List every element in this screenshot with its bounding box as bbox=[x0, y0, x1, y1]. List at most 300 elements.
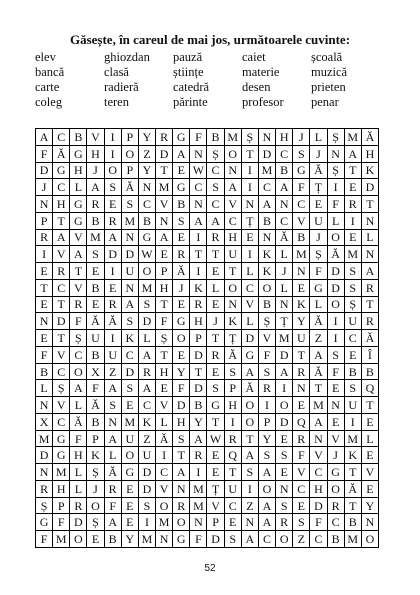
grid-cell[interactable]: Z bbox=[139, 431, 156, 448]
grid-cell[interactable]: T bbox=[362, 297, 379, 314]
grid-cell[interactable]: M bbox=[310, 397, 327, 414]
grid-cell[interactable]: D bbox=[173, 397, 190, 414]
grid-cell[interactable]: M bbox=[139, 531, 156, 548]
grid-cell[interactable]: Ă bbox=[310, 163, 327, 180]
grid-cell[interactable]: O bbox=[139, 263, 156, 280]
grid-cell[interactable]: D bbox=[70, 514, 87, 531]
grid-cell[interactable]: Y bbox=[362, 498, 379, 515]
grid-cell[interactable]: Y bbox=[122, 531, 139, 548]
grid-cell[interactable]: X bbox=[36, 414, 53, 431]
grid-cell[interactable]: M bbox=[156, 514, 173, 531]
grid-cell[interactable]: I bbox=[105, 129, 122, 146]
grid-cell[interactable]: K bbox=[122, 330, 139, 347]
grid-cell[interactable]: O bbox=[328, 481, 345, 498]
grid-cell[interactable]: J bbox=[87, 163, 104, 180]
grid-cell[interactable]: H bbox=[225, 397, 242, 414]
grid-cell[interactable]: T bbox=[345, 163, 362, 180]
grid-cell[interactable]: O bbox=[259, 481, 276, 498]
grid-cell[interactable]: R bbox=[276, 514, 293, 531]
grid-cell[interactable]: N bbox=[225, 163, 242, 180]
grid-cell[interactable]: Y bbox=[173, 364, 190, 381]
grid-cell[interactable]: V bbox=[156, 397, 173, 414]
grid-cell[interactable]: M bbox=[139, 280, 156, 297]
grid-cell[interactable]: K bbox=[345, 447, 362, 464]
grid-cell[interactable]: F bbox=[328, 196, 345, 213]
grid-cell[interactable]: M bbox=[345, 246, 362, 263]
grid-cell[interactable]: Q bbox=[362, 380, 379, 397]
grid-cell[interactable]: A bbox=[53, 230, 70, 247]
grid-cell[interactable]: D bbox=[139, 481, 156, 498]
grid-cell[interactable]: S bbox=[122, 313, 139, 330]
grid-cell[interactable]: R bbox=[345, 196, 362, 213]
grid-cell[interactable]: M bbox=[87, 230, 104, 247]
grid-cell[interactable]: D bbox=[139, 313, 156, 330]
grid-cell[interactable]: Ș bbox=[310, 246, 327, 263]
grid-cell[interactable]: O bbox=[242, 414, 259, 431]
grid-cell[interactable]: S bbox=[345, 263, 362, 280]
grid-cell[interactable]: Ă bbox=[156, 431, 173, 448]
grid-cell[interactable]: Ș bbox=[87, 464, 104, 481]
grid-cell[interactable]: I bbox=[156, 447, 173, 464]
grid-cell[interactable]: H bbox=[156, 280, 173, 297]
grid-cell[interactable]: N bbox=[105, 414, 122, 431]
grid-cell[interactable]: M bbox=[276, 330, 293, 347]
grid-cell[interactable]: M bbox=[345, 531, 362, 548]
grid-cell[interactable]: P bbox=[259, 414, 276, 431]
grid-cell[interactable]: B bbox=[36, 364, 53, 381]
grid-cell[interactable]: F bbox=[36, 531, 53, 548]
grid-cell[interactable]: I bbox=[328, 330, 345, 347]
grid-cell[interactable]: C bbox=[310, 531, 327, 548]
grid-cell[interactable]: C bbox=[53, 129, 70, 146]
grid-cell[interactable]: E bbox=[156, 246, 173, 263]
grid-cell[interactable]: O bbox=[173, 514, 190, 531]
grid-cell[interactable]: V bbox=[156, 481, 173, 498]
grid-cell[interactable]: S bbox=[173, 213, 190, 230]
grid-cell[interactable]: D bbox=[36, 447, 53, 464]
grid-cell[interactable]: T bbox=[207, 414, 224, 431]
grid-cell[interactable]: N bbox=[242, 196, 259, 213]
grid-cell[interactable]: A bbox=[259, 498, 276, 515]
grid-cell[interactable]: V bbox=[362, 464, 379, 481]
grid-cell[interactable]: C bbox=[242, 280, 259, 297]
grid-cell[interactable]: Ă bbox=[105, 313, 122, 330]
grid-cell[interactable]: A bbox=[345, 146, 362, 163]
grid-cell[interactable]: Ă bbox=[276, 230, 293, 247]
grid-cell[interactable]: G bbox=[70, 196, 87, 213]
grid-cell[interactable]: O bbox=[122, 447, 139, 464]
grid-cell[interactable]: T bbox=[225, 263, 242, 280]
grid-cell[interactable]: V bbox=[242, 297, 259, 314]
grid-cell[interactable]: T bbox=[53, 330, 70, 347]
grid-cell[interactable]: O bbox=[105, 163, 122, 180]
grid-cell[interactable]: A bbox=[310, 347, 327, 364]
grid-cell[interactable]: J bbox=[310, 146, 327, 163]
grid-cell[interactable]: G bbox=[173, 531, 190, 548]
grid-cell[interactable]: Z bbox=[242, 498, 259, 515]
grid-cell[interactable]: U bbox=[310, 213, 327, 230]
grid-cell[interactable]: U bbox=[105, 347, 122, 364]
grid-cell[interactable]: Z bbox=[139, 146, 156, 163]
grid-cell[interactable]: E bbox=[87, 263, 104, 280]
grid-cell[interactable]: M bbox=[122, 213, 139, 230]
grid-cell[interactable]: K bbox=[259, 246, 276, 263]
grid-cell[interactable]: A bbox=[122, 297, 139, 314]
grid-cell[interactable]: S bbox=[139, 297, 156, 314]
grid-cell[interactable]: T bbox=[156, 163, 173, 180]
grid-cell[interactable]: F bbox=[310, 263, 327, 280]
grid-cell[interactable]: Q bbox=[293, 414, 310, 431]
grid-cell[interactable]: H bbox=[362, 146, 379, 163]
grid-cell[interactable]: Ș bbox=[259, 313, 276, 330]
grid-cell[interactable]: I bbox=[190, 263, 207, 280]
grid-cell[interactable]: U bbox=[293, 330, 310, 347]
grid-cell[interactable]: J bbox=[276, 263, 293, 280]
grid-cell[interactable]: G bbox=[70, 146, 87, 163]
grid-cell[interactable]: B bbox=[70, 129, 87, 146]
grid-cell[interactable]: N bbox=[362, 213, 379, 230]
grid-cell[interactable]: H bbox=[87, 146, 104, 163]
grid-cell[interactable]: G bbox=[53, 163, 70, 180]
grid-cell[interactable]: T bbox=[293, 347, 310, 364]
grid-cell[interactable]: K bbox=[259, 263, 276, 280]
grid-cell[interactable]: C bbox=[53, 179, 70, 196]
grid-cell[interactable]: L bbox=[362, 230, 379, 247]
grid-cell[interactable]: O bbox=[276, 397, 293, 414]
grid-cell[interactable]: C bbox=[139, 397, 156, 414]
grid-cell[interactable]: E bbox=[242, 230, 259, 247]
grid-cell[interactable]: P bbox=[225, 380, 242, 397]
grid-cell[interactable]: E bbox=[328, 380, 345, 397]
grid-cell[interactable]: S bbox=[276, 498, 293, 515]
grid-cell[interactable]: M bbox=[53, 464, 70, 481]
grid-cell[interactable]: P bbox=[122, 163, 139, 180]
grid-cell[interactable]: A bbox=[105, 380, 122, 397]
grid-cell[interactable]: M bbox=[345, 431, 362, 448]
grid-cell[interactable]: Ă bbox=[310, 313, 327, 330]
grid-cell[interactable]: O bbox=[225, 280, 242, 297]
grid-cell[interactable]: L bbox=[362, 431, 379, 448]
grid-cell[interactable]: L bbox=[207, 280, 224, 297]
grid-cell[interactable]: F bbox=[36, 347, 53, 364]
grid-cell[interactable]: G bbox=[173, 313, 190, 330]
grid-cell[interactable]: L bbox=[105, 447, 122, 464]
grid-cell[interactable]: V bbox=[310, 447, 327, 464]
grid-cell[interactable]: V bbox=[87, 129, 104, 146]
grid-cell[interactable]: I bbox=[242, 163, 259, 180]
grid-cell[interactable]: J bbox=[36, 179, 53, 196]
grid-cell[interactable]: S bbox=[122, 196, 139, 213]
grid-cell[interactable]: Ă bbox=[328, 246, 345, 263]
grid-cell[interactable]: N bbox=[293, 380, 310, 397]
grid-cell[interactable]: G bbox=[53, 431, 70, 448]
grid-cell[interactable]: V bbox=[207, 498, 224, 515]
grid-cell[interactable]: S bbox=[207, 179, 224, 196]
grid-cell[interactable]: J bbox=[293, 129, 310, 146]
grid-cell[interactable]: I bbox=[242, 246, 259, 263]
grid-cell[interactable]: Ă bbox=[345, 481, 362, 498]
grid-cell[interactable]: A bbox=[242, 364, 259, 381]
grid-cell[interactable]: C bbox=[207, 196, 224, 213]
grid-cell[interactable]: S bbox=[345, 280, 362, 297]
grid-cell[interactable]: O bbox=[156, 498, 173, 515]
grid-cell[interactable]: J bbox=[328, 447, 345, 464]
grid-cell[interactable]: T bbox=[362, 397, 379, 414]
grid-cell[interactable]: N bbox=[362, 514, 379, 531]
grid-cell[interactable]: D bbox=[207, 531, 224, 548]
grid-cell[interactable]: L bbox=[70, 481, 87, 498]
grid-cell[interactable]: K bbox=[362, 163, 379, 180]
grid-cell[interactable]: J bbox=[207, 313, 224, 330]
grid-cell[interactable]: S bbox=[293, 514, 310, 531]
grid-cell[interactable]: N bbox=[36, 313, 53, 330]
grid-cell[interactable]: M bbox=[36, 431, 53, 448]
grid-cell[interactable]: B bbox=[139, 213, 156, 230]
grid-cell[interactable]: F bbox=[293, 179, 310, 196]
grid-cell[interactable]: V bbox=[70, 280, 87, 297]
grid-cell[interactable]: C bbox=[53, 414, 70, 431]
grid-cell[interactable]: C bbox=[70, 347, 87, 364]
grid-cell[interactable]: T bbox=[225, 464, 242, 481]
grid-cell[interactable]: R bbox=[36, 230, 53, 247]
grid-cell[interactable]: Y bbox=[259, 431, 276, 448]
grid-cell[interactable]: F bbox=[293, 447, 310, 464]
grid-cell[interactable]: A bbox=[105, 230, 122, 247]
grid-cell[interactable]: E bbox=[207, 297, 224, 314]
grid-cell[interactable]: V bbox=[156, 196, 173, 213]
grid-cell[interactable]: T bbox=[207, 246, 224, 263]
grid-cell[interactable]: M bbox=[53, 531, 70, 548]
grid-cell[interactable]: E bbox=[310, 196, 327, 213]
grid-cell[interactable]: E bbox=[362, 447, 379, 464]
grid-cell[interactable]: U bbox=[225, 246, 242, 263]
grid-cell[interactable]: B bbox=[259, 213, 276, 230]
grid-cell[interactable]: Ș bbox=[345, 297, 362, 314]
grid-cell[interactable]: Ă bbox=[310, 364, 327, 381]
grid-cell[interactable]: R bbox=[105, 297, 122, 314]
grid-cell[interactable]: Z bbox=[293, 531, 310, 548]
grid-cell[interactable]: E bbox=[207, 364, 224, 381]
grid-cell[interactable]: S bbox=[259, 447, 276, 464]
grid-cell[interactable]: G bbox=[36, 514, 53, 531]
grid-cell[interactable]: I bbox=[105, 330, 122, 347]
grid-cell[interactable]: P bbox=[36, 213, 53, 230]
grid-cell[interactable]: Ț bbox=[276, 313, 293, 330]
grid-cell[interactable]: H bbox=[53, 196, 70, 213]
grid-cell[interactable]: B bbox=[190, 397, 207, 414]
grid-cell[interactable]: A bbox=[276, 364, 293, 381]
grid-cell[interactable]: A bbox=[259, 464, 276, 481]
grid-cell[interactable]: H bbox=[190, 313, 207, 330]
grid-cell[interactable]: Q bbox=[225, 447, 242, 464]
grid-cell[interactable]: R bbox=[156, 129, 173, 146]
grid-cell[interactable]: Ș bbox=[242, 129, 259, 146]
grid-cell[interactable]: S bbox=[328, 347, 345, 364]
grid-cell[interactable]: T bbox=[53, 297, 70, 314]
grid-cell[interactable]: Y bbox=[293, 313, 310, 330]
grid-cell[interactable]: C bbox=[156, 464, 173, 481]
grid-cell[interactable]: S bbox=[242, 464, 259, 481]
grid-cell[interactable]: N bbox=[139, 179, 156, 196]
grid-cell[interactable]: T bbox=[190, 364, 207, 381]
grid-cell[interactable]: A bbox=[310, 414, 327, 431]
grid-cell[interactable]: B bbox=[87, 213, 104, 230]
grid-cell[interactable]: R bbox=[259, 380, 276, 397]
grid-cell[interactable]: S bbox=[293, 146, 310, 163]
grid-cell[interactable]: C bbox=[345, 330, 362, 347]
grid-cell[interactable]: D bbox=[190, 347, 207, 364]
grid-cell[interactable]: I bbox=[328, 313, 345, 330]
grid-cell[interactable]: N bbox=[293, 263, 310, 280]
grid-cell[interactable]: C bbox=[190, 179, 207, 196]
grid-cell[interactable]: I bbox=[259, 397, 276, 414]
grid-cell[interactable]: E bbox=[173, 347, 190, 364]
grid-cell[interactable]: G bbox=[173, 179, 190, 196]
grid-cell[interactable]: D bbox=[36, 163, 53, 180]
grid-cell[interactable]: I bbox=[328, 179, 345, 196]
grid-cell[interactable]: P bbox=[207, 514, 224, 531]
grid-cell[interactable]: E bbox=[293, 397, 310, 414]
grid-cell[interactable]: N bbox=[242, 514, 259, 531]
grid-cell[interactable]: V bbox=[225, 196, 242, 213]
grid-cell[interactable]: D bbox=[139, 464, 156, 481]
grid-cell[interactable]: L bbox=[328, 213, 345, 230]
grid-cell[interactable]: V bbox=[53, 246, 70, 263]
grid-cell[interactable]: E bbox=[276, 431, 293, 448]
grid-cell[interactable]: B bbox=[362, 364, 379, 381]
grid-cell[interactable]: E bbox=[293, 280, 310, 297]
grid-cell[interactable]: E bbox=[122, 397, 139, 414]
grid-cell[interactable]: G bbox=[173, 129, 190, 146]
grid-cell[interactable]: N bbox=[276, 196, 293, 213]
grid-cell[interactable]: A bbox=[259, 196, 276, 213]
grid-cell[interactable]: P bbox=[190, 330, 207, 347]
grid-cell[interactable]: F bbox=[328, 364, 345, 381]
grid-cell[interactable]: O bbox=[242, 397, 259, 414]
grid-cell[interactable]: A bbox=[207, 213, 224, 230]
grid-cell[interactable]: G bbox=[310, 280, 327, 297]
grid-cell[interactable]: I bbox=[345, 414, 362, 431]
grid-cell[interactable]: N bbox=[276, 297, 293, 314]
grid-cell[interactable]: D bbox=[53, 313, 70, 330]
grid-cell[interactable]: B bbox=[87, 347, 104, 364]
grid-cell[interactable]: G bbox=[328, 464, 345, 481]
grid-cell[interactable]: D bbox=[190, 380, 207, 397]
grid-cell[interactable]: R bbox=[362, 313, 379, 330]
grid-cell[interactable]: A bbox=[259, 514, 276, 531]
grid-cell[interactable]: F bbox=[190, 531, 207, 548]
grid-cell[interactable]: I bbox=[345, 213, 362, 230]
grid-cell[interactable]: V bbox=[53, 347, 70, 364]
grid-cell[interactable]: Y bbox=[190, 414, 207, 431]
grid-cell[interactable]: C bbox=[53, 364, 70, 381]
grid-cell[interactable]: N bbox=[36, 397, 53, 414]
grid-cell[interactable]: E bbox=[122, 498, 139, 515]
grid-cell[interactable]: R bbox=[70, 297, 87, 314]
grid-cell[interactable]: L bbox=[70, 179, 87, 196]
grid-cell[interactable]: U bbox=[87, 330, 104, 347]
grid-cell[interactable]: B bbox=[87, 280, 104, 297]
grid-cell[interactable]: S bbox=[87, 246, 104, 263]
grid-cell[interactable]: A bbox=[362, 263, 379, 280]
grid-cell[interactable]: Ă bbox=[105, 464, 122, 481]
grid-cell[interactable]: S bbox=[122, 380, 139, 397]
grid-cell[interactable]: R bbox=[362, 280, 379, 297]
grid-cell[interactable]: M bbox=[345, 129, 362, 146]
grid-cell[interactable]: A bbox=[242, 447, 259, 464]
grid-cell[interactable]: Î bbox=[362, 347, 379, 364]
grid-cell[interactable]: D bbox=[105, 246, 122, 263]
grid-cell[interactable]: S bbox=[345, 380, 362, 397]
grid-cell[interactable]: Y bbox=[139, 129, 156, 146]
grid-cell[interactable]: N bbox=[259, 230, 276, 247]
grid-cell[interactable]: C bbox=[225, 213, 242, 230]
grid-cell[interactable]: F bbox=[36, 146, 53, 163]
grid-cell[interactable]: F bbox=[70, 431, 87, 448]
grid-cell[interactable]: H bbox=[53, 481, 70, 498]
grid-cell[interactable]: Ă bbox=[225, 347, 242, 364]
grid-cell[interactable]: E bbox=[345, 230, 362, 247]
grid-cell[interactable]: C bbox=[225, 498, 242, 515]
grid-cell[interactable]: D bbox=[259, 146, 276, 163]
grid-cell[interactable]: R bbox=[36, 481, 53, 498]
grid-cell[interactable]: W bbox=[139, 246, 156, 263]
grid-cell[interactable]: L bbox=[276, 280, 293, 297]
grid-cell[interactable]: S bbox=[259, 364, 276, 381]
grid-cell[interactable]: B bbox=[328, 531, 345, 548]
grid-cell[interactable]: I bbox=[36, 246, 53, 263]
grid-cell[interactable]: Ă bbox=[122, 179, 139, 196]
grid-cell[interactable]: L bbox=[139, 330, 156, 347]
grid-cell[interactable]: C bbox=[53, 280, 70, 297]
grid-cell[interactable]: Y bbox=[139, 163, 156, 180]
grid-cell[interactable]: H bbox=[70, 163, 87, 180]
grid-cell[interactable]: E bbox=[36, 263, 53, 280]
grid-cell[interactable]: O bbox=[362, 531, 379, 548]
grid-cell[interactable]: N bbox=[362, 246, 379, 263]
grid-cell[interactable]: Ă bbox=[362, 129, 379, 146]
grid-cell[interactable]: L bbox=[70, 464, 87, 481]
grid-cell[interactable]: I bbox=[139, 514, 156, 531]
grid-cell[interactable]: I bbox=[242, 481, 259, 498]
grid-cell[interactable]: A bbox=[173, 464, 190, 481]
grid-cell[interactable]: Ă bbox=[87, 397, 104, 414]
grid-cell[interactable]: O bbox=[328, 297, 345, 314]
grid-cell[interactable]: O bbox=[70, 364, 87, 381]
grid-cell[interactable]: V bbox=[293, 464, 310, 481]
grid-cell[interactable]: T bbox=[53, 213, 70, 230]
grid-cell[interactable]: A bbox=[225, 179, 242, 196]
grid-cell[interactable]: B bbox=[276, 163, 293, 180]
grid-cell[interactable]: C bbox=[259, 531, 276, 548]
grid-cell[interactable]: T bbox=[207, 330, 224, 347]
grid-cell[interactable]: T bbox=[70, 263, 87, 280]
grid-cell[interactable]: X bbox=[87, 364, 104, 381]
grid-cell[interactable]: S bbox=[225, 531, 242, 548]
grid-cell[interactable]: A bbox=[87, 179, 104, 196]
grid-cell[interactable]: E bbox=[105, 280, 122, 297]
grid-cell[interactable]: E bbox=[328, 414, 345, 431]
grid-cell[interactable]: F bbox=[173, 380, 190, 397]
grid-cell[interactable]: L bbox=[276, 246, 293, 263]
grid-cell[interactable]: H bbox=[156, 364, 173, 381]
grid-cell[interactable]: V bbox=[328, 431, 345, 448]
grid-cell[interactable]: N bbox=[36, 196, 53, 213]
grid-cell[interactable]: V bbox=[70, 230, 87, 247]
grid-cell[interactable]: E bbox=[207, 263, 224, 280]
grid-cell[interactable]: C bbox=[276, 146, 293, 163]
grid-cell[interactable]: H bbox=[70, 447, 87, 464]
